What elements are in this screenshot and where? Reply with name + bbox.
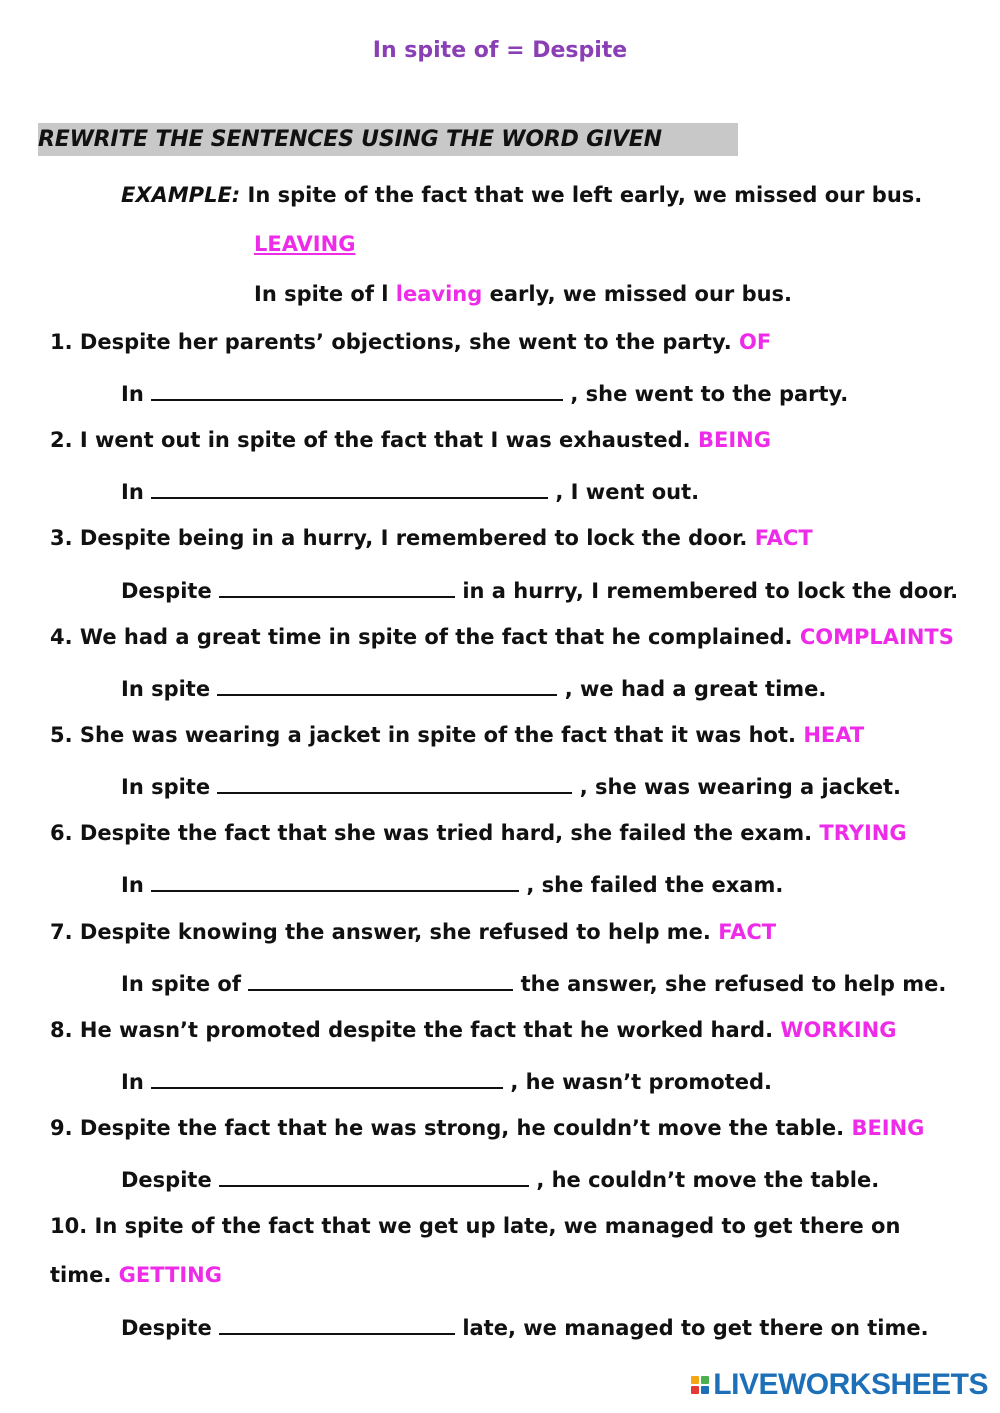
answer-1	[121, 377, 848, 408]
answer-prefix: In spite of	[121, 972, 241, 996]
answer-prefix: In	[121, 480, 144, 504]
question-text: 4. We had a great time in spite of the fact that he complained.	[50, 625, 793, 649]
answer-blank[interactable]	[151, 377, 563, 401]
liveworksheets-logo	[691, 1367, 988, 1403]
answer-prefix: In	[121, 1070, 144, 1094]
question-keyword: WORKING	[780, 1018, 897, 1042]
question-2	[50, 426, 771, 454]
answer-suffix: late, we managed to get there on time.	[462, 1316, 929, 1340]
question-text: 2. I went out in spite of the fact that I was exhausted.	[50, 428, 691, 452]
question-4	[50, 623, 954, 651]
answer-prefix: In spite	[121, 775, 211, 799]
question-keyword: BEING	[697, 428, 771, 452]
question-text: 9. Despite the fact that he was strong, he couldn’t move the table.	[50, 1116, 845, 1140]
answer-prefix: In	[121, 873, 144, 897]
question-6	[50, 819, 907, 847]
question-text: time.	[50, 1263, 112, 1287]
answer-6	[121, 868, 783, 899]
question-text: 6. Despite the fact that she was tried hard, she failed the exam.	[50, 821, 813, 845]
answer-blank[interactable]	[219, 574, 455, 598]
liveworksheets-brand: LIVEWORKSHEETS	[713, 1368, 988, 1401]
example-keyword: LEAVING	[254, 232, 356, 256]
liveworksheets-logo-icon	[691, 1376, 709, 1394]
example-answer-keyword: leaving	[395, 282, 483, 306]
question-keyword: HEAT	[803, 723, 865, 747]
question-text: 10. In spite of the fact that we get up late, we managed to get there on	[50, 1214, 901, 1238]
answer-7	[121, 967, 946, 998]
answer-5	[121, 770, 901, 801]
question-text: 3. Despite being in a hurry, I remembered to lock the door.	[50, 526, 748, 550]
answer-suffix: , I went out.	[555, 480, 700, 504]
example-answer-line	[254, 280, 792, 308]
question-keyword: COMPLAINTS	[799, 625, 954, 649]
answer-suffix: , he wasn’t promoted.	[510, 1070, 772, 1094]
question-text: 8. He wasn’t promoted despite the fact that he worked hard.	[50, 1018, 774, 1042]
question-5	[50, 721, 864, 749]
example-answer-start: In spite of l	[254, 282, 389, 306]
answer-suffix: in a hurry, I remembered to lock the door.	[462, 579, 959, 603]
page-title: In spite of = Despite	[372, 38, 628, 63]
answer-blank[interactable]	[219, 1311, 455, 1335]
question-keyword: FACT	[718, 920, 777, 944]
question-1	[50, 328, 771, 356]
answer-2	[121, 475, 699, 506]
answer-suffix: , she failed the exam.	[526, 873, 784, 897]
example-label: EXAMPLE:	[121, 183, 241, 207]
example-line	[121, 181, 922, 209]
question-keyword: OF	[739, 330, 772, 354]
answer-suffix: , he couldn’t move the table.	[536, 1168, 880, 1192]
answer-suffix: , she was wearing a jacket.	[579, 775, 902, 799]
example-answer-end: early, we missed our bus.	[489, 282, 793, 306]
question-keyword: BEING	[851, 1116, 925, 1140]
question-8	[50, 1016, 896, 1044]
answer-suffix: the answer, she refused to help me.	[520, 972, 947, 996]
question-keyword: GETTING	[118, 1263, 222, 1287]
answer-9	[121, 1163, 879, 1194]
answer-3	[121, 574, 958, 605]
answer-blank[interactable]	[151, 1065, 503, 1089]
question-3	[50, 524, 813, 552]
question-10-line-1	[50, 1212, 900, 1240]
answer-prefix: Despite	[121, 1316, 212, 1340]
question-text: 1. Despite her parents’ objections, she went to the party.	[50, 330, 732, 354]
answer-8	[121, 1065, 772, 1096]
answer-suffix: , she went to the party.	[570, 382, 849, 406]
answer-10	[121, 1311, 929, 1342]
answer-blank[interactable]	[217, 770, 572, 794]
answer-prefix: In	[121, 382, 144, 406]
instruction-heading: REWRITE THE SENTENCES USING THE WORD GIVEN	[38, 123, 738, 156]
answer-blank[interactable]	[151, 868, 519, 892]
question-9	[50, 1114, 924, 1142]
question-7	[50, 918, 776, 946]
answer-blank[interactable]	[248, 967, 513, 991]
question-text: 7. Despite knowing the answer, she refused to help me.	[50, 920, 711, 944]
answer-prefix: In spite	[121, 677, 211, 701]
example-keyword-line	[254, 230, 355, 258]
answer-prefix: Despite	[121, 579, 212, 603]
answer-4	[121, 672, 826, 703]
question-keyword: FACT	[754, 526, 813, 550]
question-text: 5. She was wearing a jacket in spite of the fact that it was hot.	[50, 723, 797, 747]
answer-blank[interactable]	[219, 1163, 529, 1187]
example-sentence: In spite of the fact that we left early, we missed our bus.	[247, 183, 923, 207]
question-10-line-2	[50, 1261, 222, 1289]
answer-blank[interactable]	[217, 672, 557, 696]
answer-blank[interactable]	[151, 475, 548, 499]
question-keyword: TRYING	[819, 821, 907, 845]
answer-suffix: , we had a great time.	[564, 677, 827, 701]
answer-prefix: Despite	[121, 1168, 212, 1192]
